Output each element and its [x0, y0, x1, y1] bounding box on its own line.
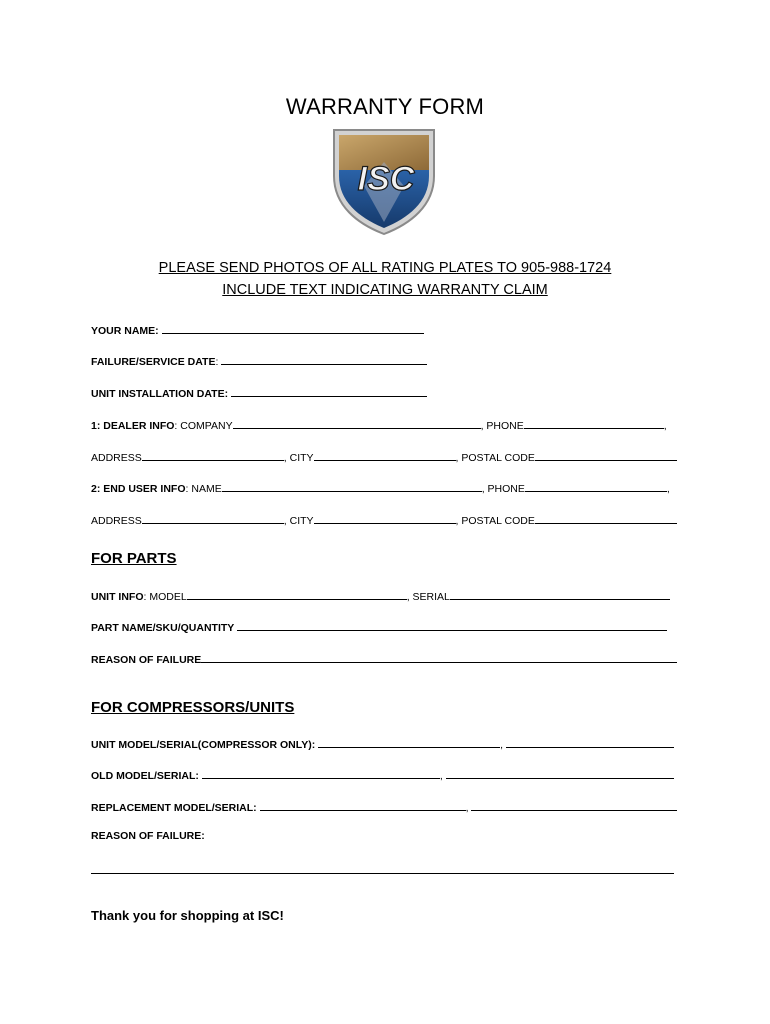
unit-model-label: MODEL: [149, 591, 187, 602]
end-user-postal-field[interactable]: [535, 512, 677, 524]
old-model-row: OLD MODEL/SERIAL: ,: [91, 767, 681, 781]
unit-info-label: UNIT INFO: [91, 591, 144, 602]
replacement-model-field-2[interactable]: [471, 799, 677, 811]
end-user-address-field[interactable]: [142, 512, 284, 524]
unit-serial-label: SERIAL: [412, 591, 450, 602]
compressor-reason-field[interactable]: [91, 862, 674, 874]
your-name-label: YOUR NAME:: [91, 325, 159, 336]
install-date-label: UNIT INSTALLATION DATE:: [91, 388, 229, 399]
for-parts-heading: FOR PARTS: [91, 550, 177, 567]
dealer-info-row: 1: DEALER INFO: COMPANY , PHONE ,: [91, 417, 681, 431]
your-name-row: [91, 322, 681, 336]
end-user-info-label: 2: END USER INFO: [91, 483, 186, 494]
dealer-company-field[interactable]: [233, 417, 481, 429]
install-date-row: [91, 385, 681, 399]
replacement-model-label: REPLACEMENT MODEL/SERIAL:: [91, 802, 257, 813]
replacement-model-field-1[interactable]: [260, 799, 466, 811]
end-user-phone-label: PHONE: [487, 483, 525, 494]
svg-text:ISC: ISC: [357, 160, 415, 198]
notice-line-1: PLEASE SEND PHOTOS OF ALL RATING PLATES TO 905-988-1724: [158, 260, 612, 276]
dealer-company-label: COMPANY: [180, 420, 233, 431]
notice-line-2: INCLUDE TEXT INDICATING WARRANTY CLAIM: [222, 282, 548, 298]
unit-model-field[interactable]: [187, 588, 407, 600]
unit-serial-field[interactable]: [450, 588, 670, 600]
dealer-city-field[interactable]: [314, 449, 456, 461]
dealer-city-label: CITY: [289, 452, 314, 463]
failure-date-row: FAILURE/SERVICE DATE:: [91, 353, 681, 367]
isc-shield-logo: [330, 126, 438, 236]
dealer-address-row: ADDRESS , CITY , POSTAL CODE: [91, 449, 681, 463]
old-model-field-2[interactable]: [446, 767, 674, 779]
failure-date-label: FAILURE/SERVICE DATE: [91, 356, 216, 367]
old-model-field-1[interactable]: [202, 767, 440, 779]
end-user-address-label: ADDRESS: [91, 515, 142, 526]
end-user-name-label: NAME: [191, 483, 222, 494]
unit-model-serial-row: UNIT MODEL/SERIAL(COMPRESSOR ONLY): ,: [91, 736, 681, 750]
failure-date-field[interactable]: [221, 353, 427, 365]
page-title: WARRANTY FORM: [285, 94, 485, 119]
end-user-info-row: 2: END USER INFO: NAME , PHONE ,: [91, 480, 681, 494]
parts-reason-field[interactable]: [201, 651, 677, 663]
compressor-reason-label: REASON OF FAILURE:: [91, 830, 205, 842]
parts-reason-label: REASON OF FAILURE: [91, 654, 202, 665]
install-date-field[interactable]: [231, 385, 427, 397]
unit-info-row: UNIT INFO: MODEL , SERIAL: [91, 588, 681, 602]
unit-model-serial-label: UNIT MODEL/SERIAL(COMPRESSOR ONLY):: [91, 739, 316, 750]
end-user-city-field[interactable]: [314, 512, 456, 524]
end-user-name-field[interactable]: [222, 480, 482, 492]
dealer-postal-label: POSTAL CODE: [461, 452, 535, 463]
dealer-address-field[interactable]: [142, 449, 284, 461]
dealer-postal-field[interactable]: [535, 449, 677, 461]
for-compressors-heading: FOR COMPRESSORS/UNITS: [91, 699, 295, 716]
end-user-city-label: CITY: [289, 515, 314, 526]
compressor-reason-row: [91, 830, 681, 844]
your-name-field[interactable]: [162, 322, 424, 334]
dealer-address-label: ADDRESS: [91, 452, 142, 463]
part-name-row: [91, 619, 681, 633]
dealer-info-label: 1: DEALER INFO: [91, 420, 175, 431]
replacement-model-row: REPLACEMENT MODEL/SERIAL: ,: [91, 799, 681, 813]
part-name-label: PART NAME/SKU/QUANTITY: [91, 622, 235, 633]
dealer-phone-label: PHONE: [486, 420, 524, 431]
parts-reason-row: [91, 651, 681, 665]
old-model-label: OLD MODEL/SERIAL:: [91, 770, 199, 781]
unit-model-serial-field-1[interactable]: [318, 736, 500, 748]
part-name-field[interactable]: [237, 619, 667, 631]
thank-you-message: Thank you for shopping at ISC!: [91, 908, 284, 923]
compressor-reason-line-row: [91, 862, 681, 876]
unit-model-serial-field-2[interactable]: [506, 736, 674, 748]
end-user-postal-label: POSTAL CODE: [461, 515, 535, 526]
end-user-phone-field[interactable]: [525, 480, 667, 492]
dealer-phone-field[interactable]: [524, 417, 664, 429]
end-user-address-row: ADDRESS , CITY , POSTAL CODE: [91, 512, 681, 526]
